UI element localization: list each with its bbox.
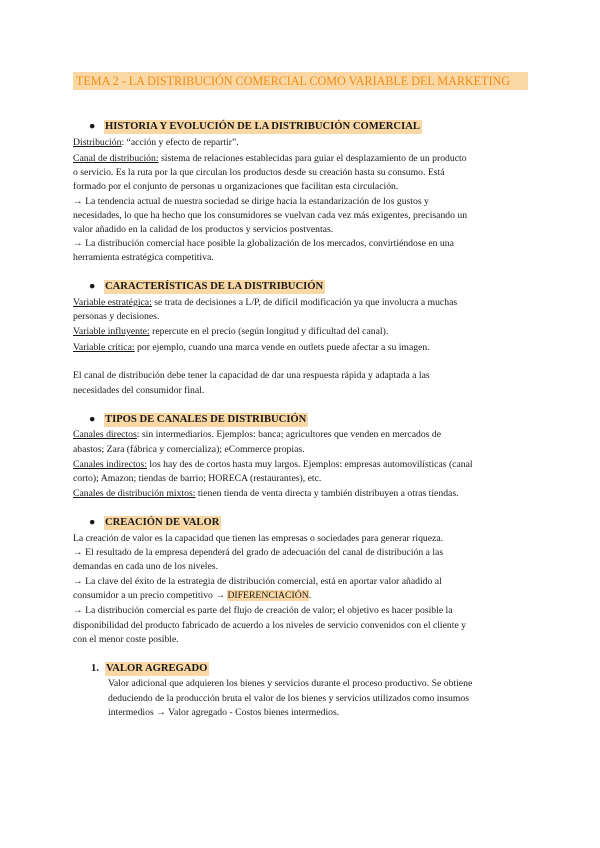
- paragraph-line: Valor adicional que adquieren los bienes y servicios durante el proceso productivo. Se obtiene: [108, 678, 473, 689]
- term: Canales directos: [73, 429, 137, 440]
- paragraph-line: necesidades del consumidor final.: [73, 385, 205, 396]
- term: Distribución: [73, 137, 122, 148]
- paragraph-line: abastos; Zara (fábrica y comercializa); eCommerce propias.: [73, 444, 305, 455]
- heading-text: TIPOS DE CANALES DE DISTRIBUCIÓN: [105, 414, 307, 425]
- term: Variable influyente:: [73, 326, 150, 337]
- definition-text: tienen tienda de venta directa y también distribuyen a otras tiendas.: [195, 488, 459, 499]
- line-text: .: [308, 590, 312, 601]
- paragraph-line: [73, 428, 441, 442]
- definition-text: : sin intermediarios. Ejemplos: banca; agricultores que venden en mercados de: [136, 429, 442, 440]
- definition-text: sistema de relaciones establecidas para guiar el desplazamiento de un producto: [158, 153, 467, 164]
- bullet-icon: ●: [89, 414, 96, 425]
- heading-text: HISTORIA Y EVOLUCIÓN DE LA DISTRIBUCIÓN COMERCIAL: [105, 121, 420, 132]
- paragraph-line: → La tendencia actual de nuestra sociedad se dirige hacia la estandarización de los gustos y: [73, 196, 429, 207]
- paragraph-line: [73, 136, 239, 150]
- definition-text: repercute en el precio (según longitud y dificultad del canal).: [149, 326, 389, 337]
- list-number: 1.: [91, 663, 99, 674]
- paragraph-line: → El resultado de la empresa dependerá del grado de adecuación del canal de distribución a las: [73, 547, 444, 558]
- heading-text: CARACTERÍSTICAS DE LA DISTRIBUCIÓN: [105, 281, 324, 292]
- paragraph-line: demandas en cada uno de los niveles.: [73, 561, 218, 572]
- term: Variable estratégica:: [73, 297, 152, 308]
- paragraph-line: [73, 296, 457, 310]
- highlighted-term: DIFERENCIACIÓN: [227, 590, 309, 601]
- definition-text: : “acción y efecto de repartir”.: [121, 137, 239, 148]
- paragraph-line: valor añadido en la calidad de los productos y servicios postventas.: [73, 224, 334, 235]
- bullet-icon: ●: [89, 517, 96, 528]
- paragraph-line: disponibilidad del producto fabricado de acuerdo a los niveles de servicio convenidos con el cliente y: [73, 620, 467, 631]
- paragraph-line: necesidades, lo que ha hecho que los consumidores se vuelvan cada vez más exigentes, precisando un: [73, 210, 468, 221]
- paragraph-line: intermedios → Valor agregado - Costos bienes intermedios.: [108, 707, 340, 718]
- definition-text: por ejemplo, cuando una marca vende en outlets puede afectar a su imagen.: [134, 342, 430, 353]
- paragraph-line: deduciendo de la producción bruta el valor de los bienes y servicios utilizados como insumos: [108, 693, 470, 704]
- paragraph-line: → La distribución comercial es parte del flujo de creación de valor; el objetivo es hacer posible la: [73, 605, 453, 616]
- paragraph-line: [73, 487, 459, 501]
- paragraph-line: herramienta estratégica competitiva.: [73, 252, 214, 263]
- paragraph-line: [73, 152, 467, 166]
- line-text: consumidor a un precio competitivo →: [73, 590, 228, 601]
- paragraph-line: [73, 325, 388, 339]
- term: Canales indirectos:: [73, 459, 147, 470]
- definition-text: se trata de decisiones a L/P, de difícil modificación ya que involucra a muchas: [151, 297, 458, 308]
- bullet-icon: ●: [89, 121, 96, 132]
- paragraph-line: El canal de distribución debe tener la capacidad de dar una respuesta rápida y adaptada a las: [73, 370, 430, 381]
- term: Canal de distribución:: [73, 153, 159, 164]
- paragraph-line: [73, 341, 430, 355]
- paragraph-line: o servicio. Es la ruta por la que circulan los productos desde su creación hasta su consumo. Está: [73, 167, 445, 178]
- document-title: TEMA 2 - LA DISTRIBUCIÓN COMERCIAL COMO VARIABLE DEL MARKETING: [73, 72, 528, 90]
- heading-text: CREACIÓN DE VALOR: [105, 517, 220, 528]
- paragraph-line: formado por el conjunto de personas u organizaciones que facilitan esta circulación.: [73, 181, 399, 192]
- bullet-icon: ●: [89, 281, 96, 292]
- paragraph-line: con el menor coste posible.: [73, 634, 179, 645]
- paragraph-line: corto); Amazon; tiendas de barrio; HORECA (restaurantes), etc.: [73, 473, 322, 484]
- heading-text: VALOR AGREGADO: [106, 663, 208, 674]
- paragraph-line: → La distribución comercial hace posible la globalización de los mercados, convirtiéndose en una: [73, 238, 454, 249]
- definition-text: los hay des de cortos hasta muy largos. Ejemplos: empresas automovilísticas (canal: [146, 459, 473, 470]
- term: Canales de distribución mixtos:: [73, 488, 196, 499]
- paragraph-line: → La clave del éxito de la estrategia de distribución comercial, está en aportar valor añadido al: [73, 576, 442, 587]
- paragraph-line: [73, 589, 311, 603]
- term: Variable crítica:: [73, 342, 135, 353]
- paragraph-line: personas y decisiones.: [73, 311, 160, 322]
- paragraph-line: La creación de valor es la capacidad que tienen las empresas o sociedades para generar riqueza.: [73, 533, 444, 544]
- paragraph-line: [73, 458, 473, 472]
